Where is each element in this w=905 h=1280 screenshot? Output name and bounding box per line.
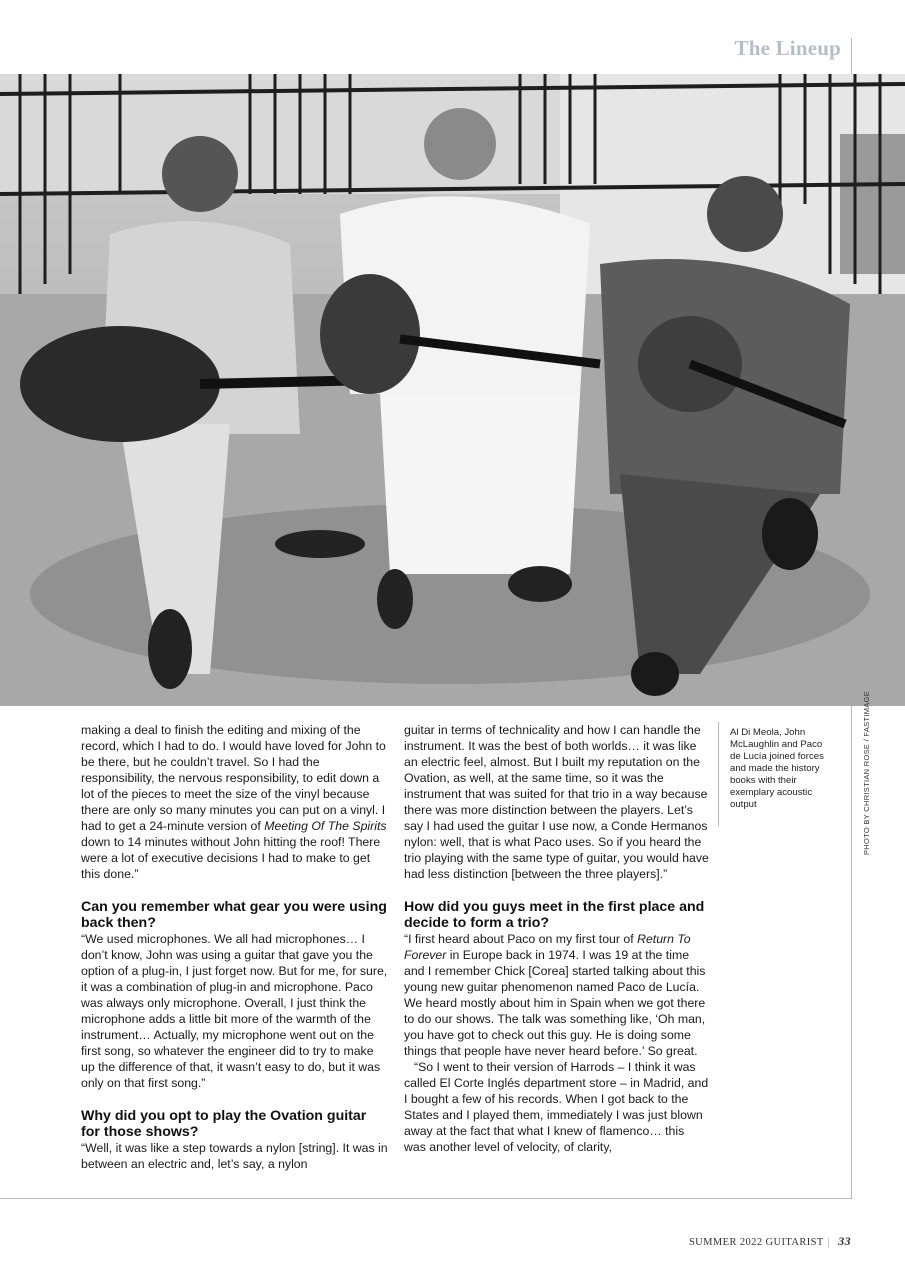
body-paragraph: “Well, it was like a step towards a nylon [string]. It was in between an electric and, let’s say, a nylon bbox=[81, 1141, 388, 1171]
question-heading: Can you remember what gear you were using back then? bbox=[81, 899, 387, 931]
footer-issue: SUMMER 2022 GUITARIST bbox=[688, 1237, 824, 1248]
footer-separator: | bbox=[827, 1237, 831, 1248]
article-column-1 bbox=[81, 722, 388, 1172]
photo-illustration bbox=[0, 74, 905, 706]
section-label: The Lineup bbox=[734, 36, 841, 60]
question-heading: How did you guys meet in the first place and decide to form a trio? bbox=[404, 899, 705, 931]
body-paragraph: “We used microphones. We all had microphones… I don’t know, John was using a guitar that gave you the option of a plug-in, I just forget now. But for me, for sure, it was a combination of plug-in and microphone. Paco was always only microphone. Overall, I just think the microphone adds a little bit more of the warmth of the instrument… Actually, my microphone went out on the first song, so whatever the engineer did to try to make up the difference of that, it wasn’t easy to do, but it was only on that first song.” bbox=[81, 932, 388, 1090]
page-number: 33 bbox=[838, 1234, 851, 1248]
caption-rule bbox=[718, 722, 719, 826]
article-column-2 bbox=[404, 722, 709, 1155]
body-paragraph: “I first heard about Paco on my first tour of Return To Forever in Europe back in 1974. I was 19 at the time and I remember Chick [Corea] started talking about this young new guitar phenomenon named Paco de Lucía. We heard mostly about him in Spain when we got there to do our shows. The talk was something like, ‘Oh man, you have got to check out this guy. He is doing some things that people have never heard before.’ So great. bbox=[404, 932, 706, 1058]
page-footer bbox=[689, 1234, 851, 1249]
question-heading: Why did you opt to play the Ovation guitar for those shows? bbox=[81, 1108, 367, 1140]
body-paragraph: guitar in terms of technicality and how I can handle the instrument. It was the best of both worlds… it was like an electric feel, almost. But I built my reputation on the Ovation, as well, at the same time, so it was the instrument that was suited for that trio in a way because there was more distinction between the players. Let’s say I had used the guitar I use now, a Conde Hermanos nylon: well, that is what Paco uses. So if you heard the trio playing with the same type of guitar, you would have had less distinction [between the three players].” bbox=[404, 723, 709, 881]
photo-credit: PHOTO BY CHRISTIAN ROSE / FASTIMAGE bbox=[862, 690, 871, 855]
trio-photo bbox=[0, 74, 905, 706]
photo-caption: Al Di Meola, John McLaughlin and Paco de Lucía joined forces and made the history books with their exemplary acoustic output bbox=[730, 727, 824, 810]
body-paragraph: making a deal to finish the editing and mixing of the record, which I had to do. I would have loved for John to be there, but he couldn’t travel. So I had the responsibility, the nervous responsibility, to edit down a lot of the pieces to meet the size of the vinyl because there are only so many minutes you can put on a vinyl. I had to get a 24-minute version of Meeting Of The Spirits down to 14 minutes without John hitting the roof! There were a lot of executive decisions I had to make to get this done.” bbox=[81, 723, 387, 881]
body-paragraph: “So I went to their version of Harrods – I think it was called El Corte Inglés department store – in Madrid, and I bought a few of his records. When I got back to the States and I played them, immediately I was just blown away at the fact that what I knew of flamenco… this was another level of velocity, of clarity, bbox=[404, 1060, 709, 1154]
bottom-rule bbox=[0, 1198, 852, 1199]
